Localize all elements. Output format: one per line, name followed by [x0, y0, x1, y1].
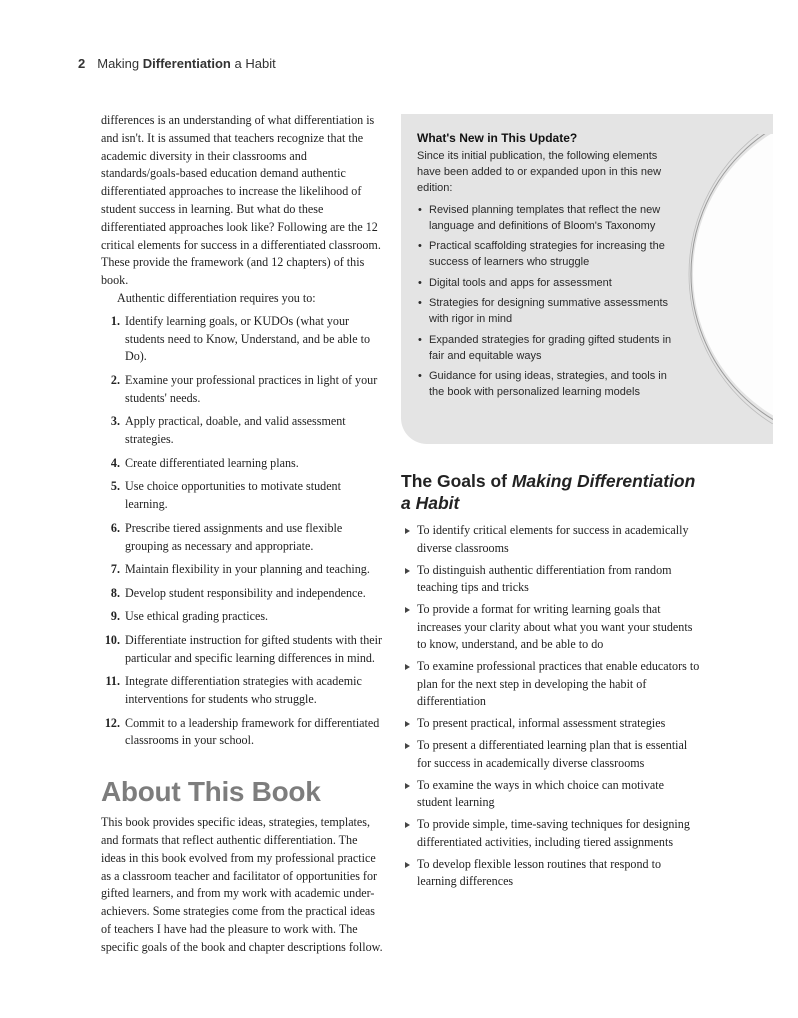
goals-list	[401, 522, 701, 891]
goals-heading	[401, 470, 701, 514]
item-text: Commit to a leadership framework for differentiated classrooms in your school.	[125, 715, 380, 748]
critical-element-item	[101, 478, 385, 514]
bullet-arrow-icon	[405, 822, 410, 828]
goal-item	[401, 816, 701, 851]
item-number: 7.	[110, 562, 120, 577]
item-number: 6.	[110, 520, 120, 535]
left-column	[101, 112, 385, 957]
goals-heading-italic: Making Differentiation a Habit	[401, 471, 696, 513]
bullet-arrow-icon	[405, 721, 410, 727]
goal-item	[401, 658, 701, 711]
item-text: Examine your professional practices in light of your students' needs.	[125, 372, 378, 405]
item-number: 9.	[110, 609, 120, 624]
critical-element-item	[101, 313, 385, 366]
goal-text: To present practical, informal assessment strategies	[417, 716, 666, 730]
whats-new-item: • Revised planning templates that reflect the new language and definitions of Bloom's Taxonomy	[417, 202, 675, 234]
item-text: Prescribe tiered assignments and use flexible grouping as necessary and appropriate.	[125, 520, 343, 553]
whats-new-intro: Since its initial publication, the following elements have been added to or expanded upon in this new edition:	[417, 150, 662, 194]
critical-element-item	[101, 608, 385, 626]
goal-text: To examine professional practices that enable educators to plan for the next step in developing the habit of differentiation	[417, 659, 700, 708]
running-title-bold: Differentiation	[142, 56, 231, 71]
goal-item	[401, 777, 701, 812]
critical-element-item	[101, 372, 385, 408]
critical-element-item	[101, 455, 385, 473]
goal-text: To develop flexible lesson routines that respond to learning differences	[417, 856, 662, 888]
item-number: 3.	[110, 414, 120, 429]
item-text: Integrate differentiation strategies with academic interventions for students who struggle.	[125, 674, 362, 707]
item-number: 11.	[105, 674, 120, 689]
goal-item	[401, 715, 701, 733]
item-number: 1.	[110, 313, 120, 328]
whats-new-sidebar	[401, 114, 773, 444]
item-text: Maintain flexibility in your planning and teaching.	[125, 562, 370, 577]
goal-item	[401, 562, 701, 597]
critical-elements-list	[101, 313, 385, 751]
goal-text: To provide simple, time-saving techniques for designing differentiated activities, including tiered assignments	[417, 817, 690, 849]
whats-new-title: What's New in This Update?	[417, 131, 578, 145]
critical-element-item	[101, 585, 385, 603]
item-text: Apply practical, doable, and valid assessment strategies.	[125, 414, 346, 447]
goal-item	[401, 737, 701, 772]
goal-item	[401, 856, 701, 891]
critical-element-item	[101, 413, 385, 449]
whats-new-item: • Guidance for using ideas, strategies, and tools in the book with personalized learning models	[417, 368, 675, 400]
running-title-pre: Making	[97, 56, 143, 71]
goal-text: To identify critical elements for success in academically diverse classrooms	[417, 523, 689, 555]
goals-heading-pre: The Goals of	[401, 471, 512, 491]
goals-section	[401, 470, 701, 895]
item-text: Identify learning goals, or KUDOs (what your students need to Know, Understand, and be able to Do).	[125, 313, 371, 364]
item-text: Use ethical grading practices.	[125, 609, 269, 624]
intro-paragraph: differences is an understanding of what differentiation is and isn't. It is assumed that teachers recognize that the academic diversity in their classrooms and standards/goals-based education demand authentic differentiated approaches to increase the likelihood of student success in learning. But what do these differentiated approaches look like? Following are the 12 critical elements for success in a differentiated classroom. These provide the framework (and 12 chapters) of this book.	[101, 113, 381, 288]
bullet-arrow-icon	[405, 862, 410, 868]
running-header	[78, 56, 276, 71]
whats-new-item: • Expanded strategies for grading gifted students in fair and equitable ways	[417, 332, 675, 364]
item-number: 4.	[110, 455, 120, 470]
whats-new-list	[417, 202, 675, 400]
item-text: Use choice opportunities to motivate student learning.	[125, 479, 341, 512]
requires-line: Authentic differentiation requires you to:	[117, 290, 316, 305]
bullet-arrow-icon	[405, 607, 410, 613]
item-text: Create differentiated learning plans.	[125, 455, 299, 470]
bullet-arrow-icon	[405, 664, 410, 670]
critical-element-item	[101, 632, 385, 668]
running-title-post: a Habit	[230, 56, 276, 71]
critical-element-item	[101, 561, 385, 579]
item-number: 12.	[104, 715, 120, 730]
bullet-arrow-icon	[405, 568, 410, 574]
critical-element-item	[101, 520, 385, 556]
goal-item	[401, 522, 701, 557]
bullet-arrow-icon	[405, 743, 410, 749]
item-number: 5.	[110, 479, 120, 494]
goal-text: To provide a format for writing learning goals that increases your clarity about what you want your students to know, understand, and be able to do	[417, 602, 693, 651]
item-text: Develop student responsibility and independence.	[125, 585, 366, 600]
goal-item	[401, 601, 701, 654]
item-number: 2.	[110, 372, 120, 387]
bullet-arrow-icon	[405, 528, 410, 534]
whats-new-item: • Digital tools and apps for assessment	[417, 275, 675, 291]
goal-text: To present a differentiated learning plan that is essential for success in academically diverse classrooms	[417, 738, 688, 770]
whats-new-item: • Practical scaffolding strategies for increasing the success of learners who struggle	[417, 238, 675, 270]
page-number: 2	[78, 56, 86, 71]
about-paragraph: This book provides specific ideas, strategies, templates, and formats that reflect authentic differentiation. The ideas in this book evolved from my professional practice as a classroom teacher and facilitator of opportunities for gifted learners, and from my work with academic under-achievers. Some strategies come from the practical ideas of teachers I have had the pleasure to work with. The specific goals of the book and chapter descriptions follow.	[101, 815, 383, 954]
decorative-circle-icon	[683, 134, 773, 424]
item-text: Differentiate instruction for gifted students with their particular and specific learning differences in mind.	[125, 632, 383, 665]
goal-text: To examine the ways in which choice can motivate student learning	[417, 777, 664, 809]
bullet-arrow-icon	[405, 783, 410, 789]
item-number: 10.	[104, 632, 120, 647]
item-number: 8.	[110, 585, 120, 600]
about-heading: About This Book	[101, 776, 321, 808]
critical-element-item	[101, 715, 385, 751]
whats-new-item: • Strategies for designing summative assessments with rigor in mind	[417, 295, 675, 327]
goal-text: To distinguish authentic differentiation from random teaching tips and tricks	[417, 562, 672, 594]
critical-element-item	[101, 673, 385, 709]
